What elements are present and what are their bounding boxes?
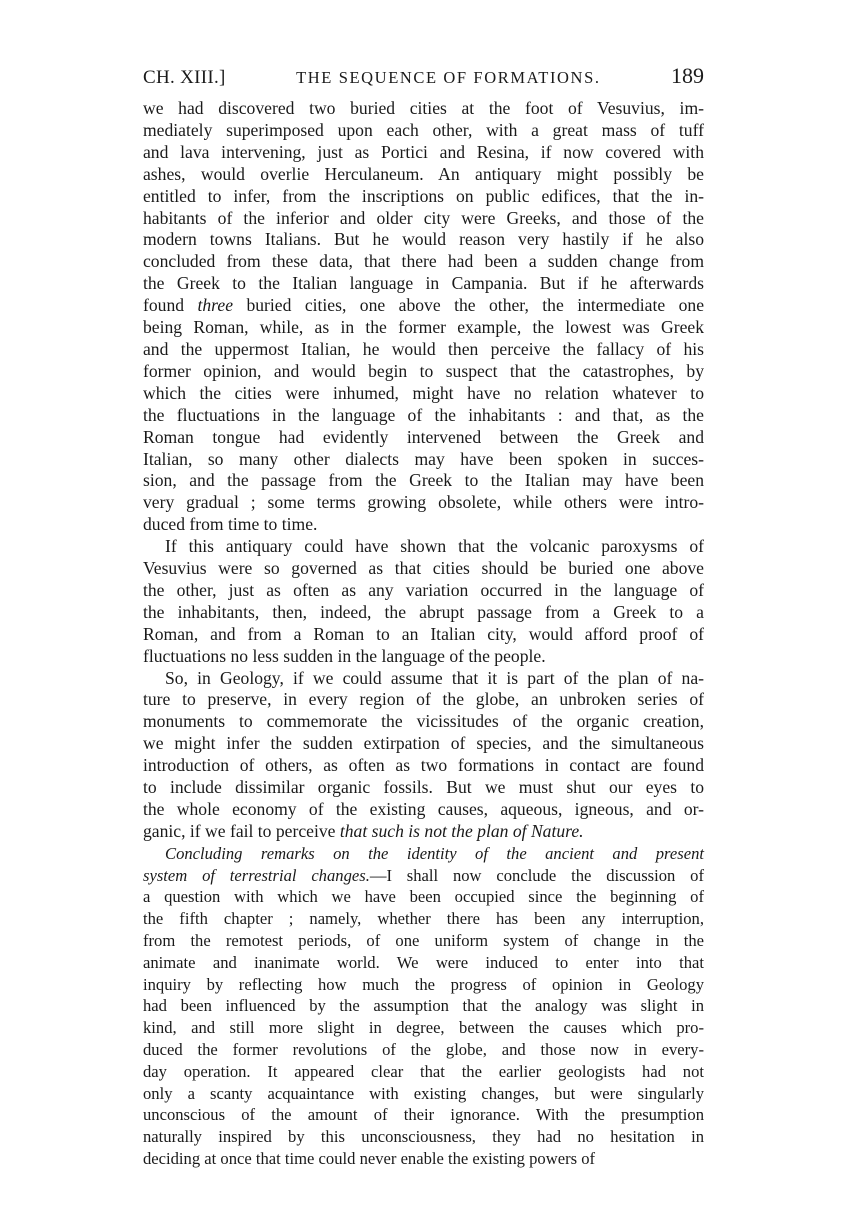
text-line: to include dissimilar organic fossils. But we must shut our eyes to bbox=[143, 777, 704, 798]
text-line: Roman, and from a Roman to an Italian city, would afford proof of bbox=[143, 623, 704, 644]
text-line: ganic, if we fail to perceive that such is not the plan of Nature. bbox=[143, 820, 584, 841]
text-line: deciding at once that time could never enable the existing powers of bbox=[143, 1148, 596, 1168]
text-line: duced from time to time. bbox=[143, 514, 318, 535]
text-line: former opinion, and would begin to suspect that the catastrophes, by bbox=[143, 360, 704, 381]
text-line: which the cities were inhumed, might have no relation whatever to bbox=[143, 382, 704, 403]
text-line: habitants of the inferior and older city were Greeks, and those of the bbox=[143, 207, 704, 228]
text-line: Concluding remarks on the identity of the ancient and present bbox=[165, 843, 704, 863]
text-line: the fluctuations in the language of the inhabitants : and that, as the bbox=[143, 404, 704, 425]
text-line: and lava intervening, just as Portici and Resina, if now covered with bbox=[143, 141, 704, 162]
text-line: Vesuvius were so governed as that cities should be buried one above bbox=[143, 558, 704, 579]
paragraph-4 bbox=[143, 843, 704, 1170]
text-line: and the uppermost Italian, he would then perceive the fallacy of his bbox=[143, 338, 704, 359]
text-line: inquiry by reflecting how much the progress of opinion in Geology bbox=[143, 974, 704, 994]
paragraph-2 bbox=[143, 536, 704, 667]
text-line: the Greek to the Italian language in Campania. But if he afterwards bbox=[143, 273, 704, 294]
text-line: day operation. It appeared clear that the earlier geologists had not bbox=[143, 1061, 704, 1081]
paragraph-1 bbox=[143, 98, 704, 536]
text-line: If this antiquary could have shown that the volcanic paroxysms of bbox=[165, 536, 704, 557]
text-line: very gradual ; some terms growing obsolete, while others were intro- bbox=[143, 492, 704, 513]
text-line: ture to preserve, in every region of the globe, an unbroken series of bbox=[143, 689, 704, 710]
text-line: from the remotest periods, of one uniform system of change in the bbox=[143, 931, 704, 950]
text-line: we might infer the sudden extirpation of species, and the simultaneous bbox=[143, 733, 704, 754]
paragraph-3 bbox=[143, 668, 704, 843]
text-line: ashes, would overlie Herculaneum. An antiquary might possibly be bbox=[143, 163, 704, 184]
text-line: mediately superimposed upon each other, with a great mass of tuff bbox=[143, 119, 704, 140]
text-line: animate and inanimate world. We were induced to enter into that bbox=[143, 952, 704, 972]
text-line: only a scanty acquaintance with existing changes, but were singularly bbox=[143, 1083, 704, 1103]
text-line: sion, and the passage from the Greek to the Italian may have been bbox=[143, 470, 704, 491]
text-line: monuments to commemorate the vicissitudes of the organic creation, bbox=[143, 711, 704, 732]
text-line: So, in Geology, if we could assume that it is part of the plan of na- bbox=[165, 667, 704, 688]
text-line: naturally inspired by this unconsciousness, they had no hesitation in bbox=[143, 1127, 704, 1147]
text-line: the fifth chapter ; namely, whether there has been any interruption, bbox=[143, 909, 704, 929]
running-header bbox=[143, 64, 704, 90]
text-line: Roman tongue had evidently intervened between the Greek and bbox=[143, 426, 704, 447]
text-line: duced the former revolutions of the globe, and those now in every- bbox=[143, 1039, 704, 1059]
text-line: concluded from these data, that there had been a sudden change from bbox=[143, 251, 704, 272]
text-line: Italian, so many other dialects may have been spoken in succes- bbox=[143, 448, 704, 469]
text-line: we had discovered two buried cities at the foot of Vesuvius, im- bbox=[143, 98, 704, 118]
text-line: the other, just as often as any variation occurred in the language of bbox=[143, 579, 704, 600]
text-line: modern towns Italians. But he would reason very hastily if he also bbox=[143, 229, 704, 250]
text-line: found three buried cities, one above the other, the intermediate one bbox=[143, 295, 704, 316]
text-line: being Roman, while, as in the former example, the lowest was Greek bbox=[143, 317, 704, 338]
text-line: unconscious of the amount of their ignorance. With the presumption bbox=[143, 1105, 704, 1125]
text-line: entitled to infer, from the inscriptions on public edifices, that the in- bbox=[143, 185, 704, 206]
page-number: 189 bbox=[671, 63, 704, 88]
text-line: introduction of others, as often as two formations in contact are found bbox=[143, 755, 704, 776]
text-line: had been influenced by the assumption that the analogy was slight in bbox=[143, 996, 704, 1016]
text-line: system of terrestrial changes.—I shall now conclude the discussion of bbox=[143, 865, 704, 885]
text-line: a question with which we have been occupied since the beginning of bbox=[143, 887, 704, 907]
text-line: kind, and still more slight in degree, between the causes which pro- bbox=[143, 1018, 704, 1038]
running-title: THE SEQUENCE OF FORMATIONS. bbox=[296, 68, 601, 87]
text-line: fluctuations no less sudden in the language of the people. bbox=[143, 645, 546, 666]
text-line: the whole economy of the existing causes, aqueous, igneous, and or- bbox=[143, 799, 704, 819]
text-line: the inhabitants, then, indeed, the abrupt passage from a Greek to a bbox=[143, 601, 704, 622]
chapter-label: CH. XIII.] bbox=[143, 67, 226, 88]
